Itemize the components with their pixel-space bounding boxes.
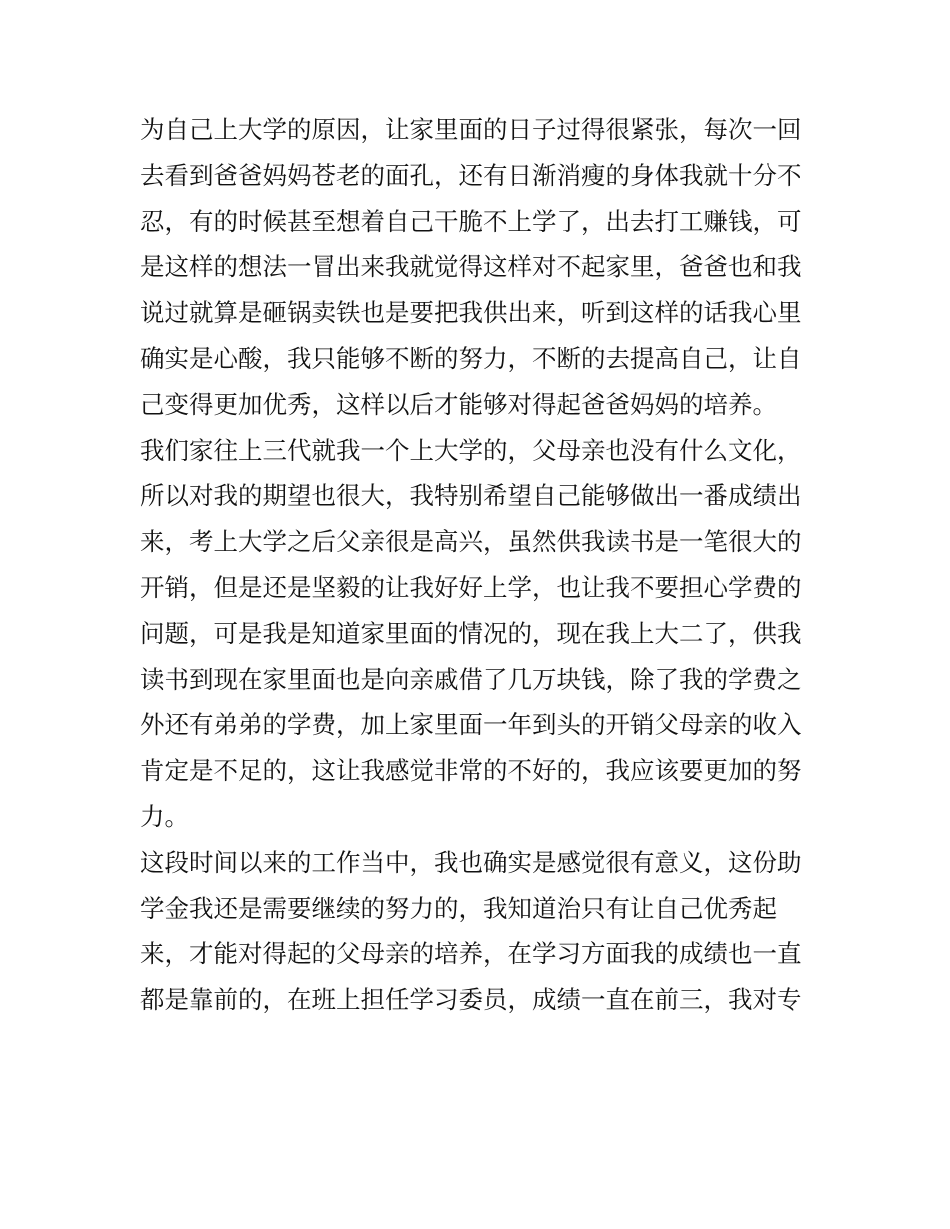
text-line: 忍，有的时候甚至想着自己干脆不上学了，出去打工赚钱，可 — [140, 206, 802, 236]
text-line: 为自己上大学的原因，让家里面的日子过得很紧张，每次一回 — [140, 115, 802, 144]
text-line: 这段时间以来的工作当中，我也确实是感觉很有意义，这份助 — [140, 847, 802, 877]
text-line: 力。 — [140, 801, 189, 831]
document-body — [140, 107, 820, 1023]
text-line: 去看到爸爸妈妈苍老的面孔，还有日渐消瘦的身体我就十分不 — [140, 160, 802, 190]
text-line: 外还有弟弟的学费，加上家里面一年到头的开销父母亲的收入 — [140, 710, 802, 740]
text-line: 学金我还是需要继续的努力的，我知道治只有让自己优秀起 — [140, 893, 777, 923]
text-line: 确实是心酸，我只能够不断的努力，不断的去提高自己，让自 — [140, 343, 802, 373]
text-line: 来，才能对得起的父母亲的培养，在学习方面我的成绩也一直 — [140, 939, 802, 969]
text-line: 开销，但是还是坚毅的让我好好上学，也让我不要担心学费的 — [140, 572, 802, 602]
text-line: 问题，可是我是知道家里面的情况的，现在我上大二了，供我 — [140, 618, 802, 648]
text-line: 读书到现在家里面也是向亲戚借了几万块钱，除了我的学费之 — [140, 664, 802, 694]
text-line: 是这样的想法一冒出来我就觉得这样对不起家里，爸爸也和我 — [140, 252, 802, 282]
text-line: 我们家往上三代就我一个上大学的，父母亲也没有什么文化， — [140, 435, 802, 465]
text-line: 己变得更加优秀，这样以后才能够对得起爸爸妈妈的培养。 — [140, 389, 777, 419]
text-line: 来，考上大学之后父亲很是高兴，虽然供我读书是一笔很大的 — [140, 527, 802, 557]
text-line: 肯定是不足的，这让我感觉非常的不好的，我应该要更加的努 — [140, 756, 802, 786]
text-line: 所以对我的期望也很大，我特别希望自己能够做出一番成绩出 — [140, 481, 802, 511]
text-line: 说过就算是砸锅卖铁也是要把我供出来，听到这样的话我心里 — [140, 298, 802, 328]
text-line: 都是靠前的，在班上担任学习委员，成绩一直在前三，我对专 — [140, 985, 802, 1015]
